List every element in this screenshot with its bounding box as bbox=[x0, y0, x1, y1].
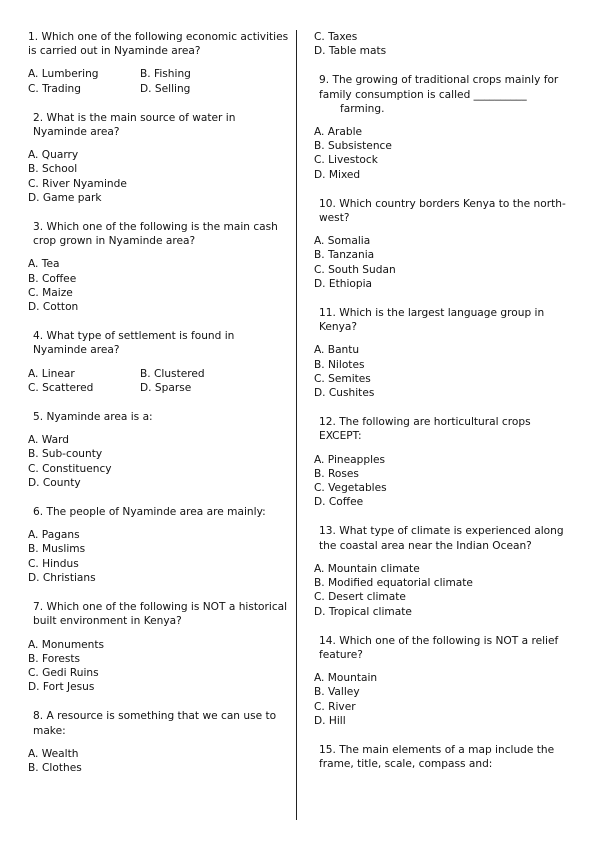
answer-option: B. Muslims bbox=[28, 543, 86, 556]
question-text: 14. Which one of the following is NOT a relief feature? bbox=[319, 634, 559, 661]
question-text: 5. Nyaminde area is a: bbox=[33, 411, 153, 424]
question-text: 9. The growing of traditional crops mainly for family consumption is called __________ bbox=[319, 74, 559, 101]
answer-option: C. South Sudan bbox=[314, 263, 396, 276]
answer-option: A. Lumbering bbox=[28, 68, 99, 81]
answer-option: A. Arable bbox=[314, 126, 363, 139]
answer-option: B. Coffee bbox=[28, 272, 77, 285]
answer-option: C. River bbox=[314, 700, 356, 713]
answer-option: B. Tanzania bbox=[314, 249, 375, 262]
answer-option: C. Trading bbox=[28, 82, 81, 95]
question-block bbox=[314, 197, 576, 291]
question-text: 1. Which one of the following economic activities is carried out in Nyaminde area? bbox=[28, 31, 289, 58]
question-text-tail: farming. bbox=[340, 102, 385, 115]
options-list bbox=[28, 67, 290, 95]
question-block bbox=[28, 111, 290, 205]
answer-option: B. Valley bbox=[314, 686, 360, 699]
options-list bbox=[28, 148, 290, 205]
question-text: 2. What is the main source of water in Nyaminde area? bbox=[33, 111, 236, 139]
answer-option: A. Mountain climate bbox=[314, 562, 420, 575]
options-list bbox=[28, 433, 290, 490]
question-text: 4. What type of settlement is found in Nyaminde area? bbox=[33, 330, 235, 357]
column-divider bbox=[296, 30, 297, 820]
question-block bbox=[28, 220, 290, 314]
answer-option: B. Forests bbox=[28, 652, 81, 665]
question-text: 11. Which is the largest language group in Kenya? bbox=[319, 307, 545, 334]
answer-option: C. Maize bbox=[28, 286, 73, 299]
question-text: 13. What type of climate is experienced along the coastal area near the Indian Ocean? bbox=[319, 525, 564, 552]
answer-option: A. Mountain bbox=[314, 672, 378, 685]
answer-option: D. Hill bbox=[314, 714, 346, 727]
answer-option: B. Modified equatorial climate bbox=[314, 577, 473, 590]
question-text: 7. Which one of the following is NOT a historical built environment in Kenya? bbox=[33, 601, 288, 628]
answer-option: A. Linear bbox=[28, 367, 75, 380]
answer-option: A. Monuments bbox=[28, 638, 105, 651]
question-block bbox=[28, 329, 290, 395]
options-list bbox=[28, 257, 290, 314]
answer-option: B. Nilotes bbox=[314, 358, 365, 371]
option: C. Taxes bbox=[314, 31, 358, 43]
answer-option: D. County bbox=[28, 476, 81, 489]
answer-option: D. Ethiopia bbox=[314, 277, 373, 290]
answer-option: A. Wealth bbox=[28, 747, 79, 760]
answer-option: C. Hindus bbox=[28, 557, 79, 570]
right-column bbox=[314, 30, 576, 788]
answer-option: A. Ward bbox=[28, 434, 69, 447]
question-text: 12. The following are horticultural crops EXCEPT: bbox=[319, 416, 531, 443]
options-list bbox=[28, 367, 290, 395]
answer-option: B. Subsistence bbox=[314, 140, 392, 153]
answer-option: D. Sparse bbox=[140, 381, 192, 394]
options-list bbox=[314, 671, 576, 728]
answer-option: D. Mixed bbox=[314, 168, 361, 181]
answer-option: A. Tea bbox=[28, 258, 60, 271]
options-list bbox=[314, 453, 576, 510]
question-block bbox=[314, 524, 576, 618]
question-block bbox=[28, 410, 290, 490]
answer-option: D. Fort Jesus bbox=[28, 681, 95, 694]
answer-option: A. Quarry bbox=[28, 149, 79, 162]
answer-option: B. Roses bbox=[314, 467, 359, 480]
question-block bbox=[314, 415, 576, 509]
answer-option: C. Semites bbox=[314, 372, 371, 385]
answer-option: D. Tropical climate bbox=[314, 605, 412, 618]
answer-option: B. Sub-county bbox=[28, 448, 103, 461]
question-text: 10. Which country borders Kenya to the north-west? bbox=[319, 197, 566, 225]
continued-options bbox=[314, 30, 576, 58]
answer-option: C. Vegetables bbox=[314, 482, 387, 495]
answer-option: D. Cotton bbox=[28, 301, 79, 314]
answer-option: B. Fishing bbox=[140, 68, 191, 81]
answer-option: A. Somalia bbox=[314, 235, 371, 248]
question-text: 15. The main elements of a map include the frame, title, scale, compass and: bbox=[319, 743, 555, 771]
question-text: 8. A resource is something that we can use to make: bbox=[33, 710, 277, 737]
left-column bbox=[28, 30, 290, 790]
question-block bbox=[28, 30, 290, 96]
options-list bbox=[314, 234, 576, 291]
answer-option: C. Livestock bbox=[314, 154, 378, 167]
question-block bbox=[314, 306, 576, 400]
question-block bbox=[28, 505, 290, 585]
options-list bbox=[314, 125, 576, 182]
question-block bbox=[314, 743, 576, 771]
question-block bbox=[28, 709, 290, 775]
options-list bbox=[28, 747, 290, 775]
answer-option: B. School bbox=[28, 163, 78, 176]
options-list bbox=[28, 638, 290, 695]
answer-option: C. Desert climate bbox=[314, 591, 406, 604]
question-block bbox=[314, 73, 576, 181]
answer-option: D. Coffee bbox=[314, 496, 364, 509]
question-block bbox=[28, 600, 290, 694]
answer-option: C. Gedi Ruins bbox=[28, 666, 99, 679]
answer-option: D. Cushites bbox=[314, 387, 375, 400]
answer-option: D. Game park bbox=[28, 191, 102, 204]
answer-option: C. Scattered bbox=[28, 381, 94, 394]
options-list bbox=[314, 343, 576, 400]
question-text: 3. Which one of the following is the main cash crop grown in Nyaminde area? bbox=[33, 221, 278, 248]
question-block bbox=[314, 634, 576, 728]
question-text: 6. The people of Nyaminde area are mainly: bbox=[33, 506, 266, 519]
answer-option: D. Christians bbox=[28, 571, 96, 584]
options-list bbox=[314, 562, 576, 619]
answer-option: C. Constituency bbox=[28, 462, 112, 475]
answer-option: C. River Nyaminde bbox=[28, 177, 127, 190]
option: D. Table mats bbox=[314, 45, 387, 58]
options-list bbox=[28, 528, 290, 585]
answer-option: B. Clustered bbox=[140, 367, 205, 380]
answer-option: A. Bantu bbox=[314, 344, 360, 357]
answer-option: A. Pineapples bbox=[314, 453, 386, 466]
answer-option: A. Pagans bbox=[28, 529, 80, 542]
answer-option: D. Selling bbox=[140, 82, 191, 95]
answer-option: B. Clothes bbox=[28, 761, 82, 774]
